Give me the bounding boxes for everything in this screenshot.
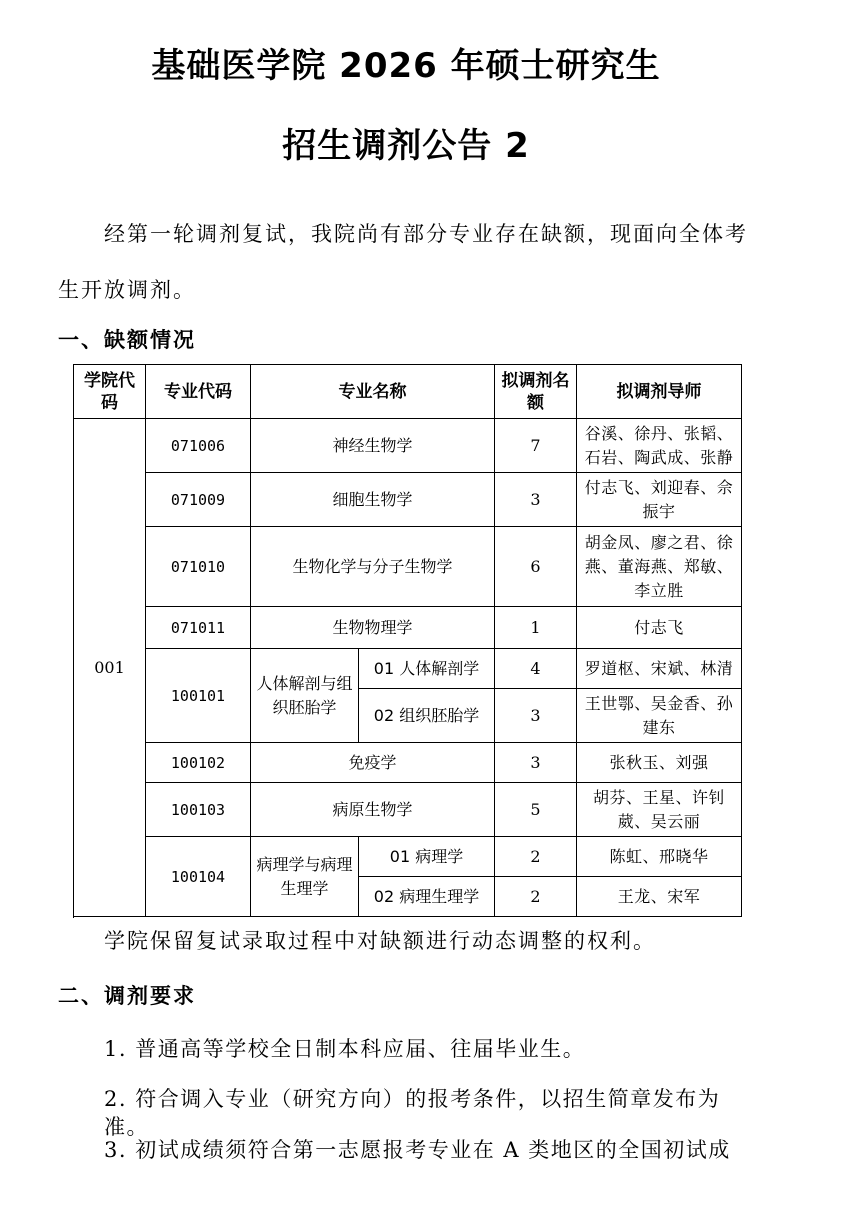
table-row: [74, 837, 742, 877]
tutors-cell: 胡金凤、廖之君、徐燕、董海燕、郑敏、李立胜: [577, 527, 742, 607]
section-heading-quota: 一、缺额情况: [58, 328, 196, 352]
header-college-code: 学院代码: [74, 365, 146, 419]
major-code-cell: 100104: [146, 837, 251, 917]
document-title-line2: 招生调剂公告 2: [282, 126, 530, 166]
quota-cell: 6: [495, 527, 577, 607]
tutors-cell: 胡芬、王星、许钊葳、吴云丽: [577, 783, 742, 837]
major-code-cell: 071006: [146, 419, 251, 473]
major-code-cell: 100103: [146, 783, 251, 837]
quota-table: [73, 364, 742, 917]
sub-direction-cell: 02 病理生理学: [359, 877, 495, 917]
major-code-cell: 071010: [146, 527, 251, 607]
table-row: [74, 743, 742, 783]
tutors-cell: 罗道枢、宋斌、林清: [577, 649, 742, 689]
table-row: [74, 419, 742, 473]
header-major-code: 专业代码: [146, 365, 251, 419]
tutors-cell: 王世鄂、吴金香、孙建东: [577, 689, 742, 743]
table-row: [74, 607, 742, 649]
quota-cell: 2: [495, 837, 577, 877]
section-heading-requirements: 二、调剂要求: [58, 984, 196, 1008]
major-name-cell: 生物物理学: [251, 607, 495, 649]
tutors-cell: 陈虹、邢晓华: [577, 837, 742, 877]
major-name-cell: 病理学与病理生理学: [251, 837, 359, 917]
major-code-cell: 100101: [146, 649, 251, 743]
quota-cell: 7: [495, 419, 577, 473]
major-name-cell: 细胞生物学: [251, 473, 495, 527]
requirement-item: 2. 符合调入专业（研究方向）的报考条件，以招生简章发布为准。: [104, 1087, 721, 1139]
sub-direction-cell: 01 病理学: [359, 837, 495, 877]
table-header-row: [74, 365, 742, 419]
tutors-cell: 付志飞: [577, 607, 742, 649]
requirement-item: 3. 初试成绩须符合第一志愿报考专业在 A 类地区的全国初试成: [104, 1138, 731, 1162]
quota-cell: 3: [495, 473, 577, 527]
tutors-cell: 付志飞、刘迎春、佘振宇: [577, 473, 742, 527]
college-code-cell: 001: [74, 419, 146, 917]
table-row: [74, 783, 742, 837]
document-title-line1: 基础医学院 2026 年硕士研究生: [151, 46, 661, 86]
quota-cell: 4: [495, 649, 577, 689]
quota-cell: 3: [495, 743, 577, 783]
header-major-name: 专业名称: [251, 365, 495, 419]
header-tutors: 拟调剂导师: [577, 365, 742, 419]
major-name-cell: 神经生物学: [251, 419, 495, 473]
table-row: [74, 527, 742, 607]
major-name-cell: 病原生物学: [251, 783, 495, 837]
major-name-cell: 免疫学: [251, 743, 495, 783]
intro-paragraph: 经第一轮调剂复试，我院尚有部分专业存在缺额，现面向全体考生开放调剂。: [58, 222, 748, 302]
major-code-cell: 071009: [146, 473, 251, 527]
tutors-cell: 谷溪、徐丹、张韬、石岩、陶武成、张静: [577, 419, 742, 473]
header-quota: 拟调剂名额: [495, 365, 577, 419]
major-code-cell: 100102: [146, 743, 251, 783]
tutors-cell: 张秋玉、刘强: [577, 743, 742, 783]
major-name-cell: 人体解剖与组织胚胎学: [251, 649, 359, 743]
quota-cell: 5: [495, 783, 577, 837]
quota-cell: 3: [495, 689, 577, 743]
table-row: [74, 649, 742, 689]
table-row: [74, 473, 742, 527]
quota-cell: 1: [495, 607, 577, 649]
major-code-cell: 071011: [146, 607, 251, 649]
note-paragraph: 学院保留复试录取过程中对缺额进行动态调整的权利。: [104, 929, 656, 953]
major-name-cell: 生物化学与分子生物学: [251, 527, 495, 607]
quota-cell: 2: [495, 877, 577, 917]
sub-direction-cell: 01 人体解剖学: [359, 649, 495, 689]
requirement-item: 1. 普通高等学校全日制本科应届、往届毕业生。: [104, 1037, 586, 1061]
tutors-cell: 王龙、宋军: [577, 877, 742, 917]
sub-direction-cell: 02 组织胚胎学: [359, 689, 495, 743]
